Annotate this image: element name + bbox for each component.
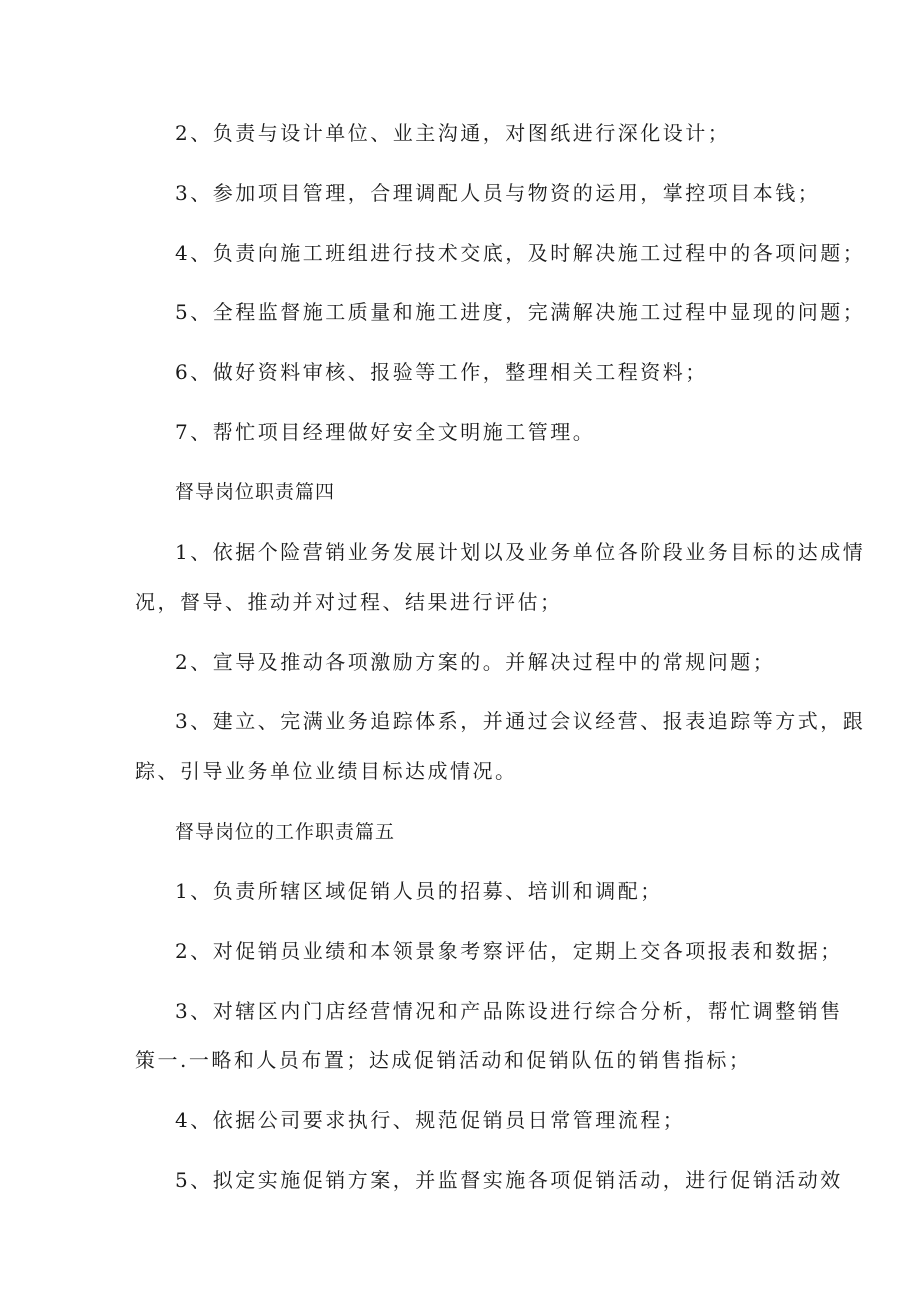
list-item: 1、负责所辖区域促销人员的招募、培训和调配； [175, 879, 663, 903]
section-heading: 督导岗位职责篇四 [175, 481, 336, 503]
list-item: 7、帮忙项目经理做好安全文明施工管理。 [175, 420, 596, 444]
list-item: 2、负责与设计单位、业主沟通，对图纸进行深化设计； [175, 121, 731, 145]
list-item-line: 5、拟定实施促销方案，并监督实施各项促销活动，进行促销活动效 [175, 1168, 843, 1192]
section-heading: 督导岗位的工作职责篇五 [175, 821, 396, 843]
list-item: 4、负责向施工班组进行技术交底，及时解决施工过程中的各项问题； [175, 241, 866, 265]
list-item: 5、全程监督施工质量和施工进度，完满解决施工过程中显现的问题； [175, 300, 866, 324]
list-item-line: 3、建立、完满业务追踪体系，并通过会议经营、报表追踪等方式，跟 [175, 709, 866, 733]
list-item-line: 3、对辖区内门店经营情况和产品陈设进行综合分析，帮忙调整销售 [175, 999, 843, 1023]
list-item-line: 踪、引导业务单位业绩目标达成情况。 [135, 759, 518, 783]
list-item: 3、参加项目管理，合理调配人员与物资的运用，掌控项目本钱； [175, 181, 821, 205]
list-item-line: 策一.一略和人员布置；达成促销活动和促销队伍的销售指标； [135, 1048, 752, 1072]
list-item-line: 况，督导、推动并对过程、结果进行评估； [135, 590, 563, 614]
list-item: 2、宣导及推动各项激励方案的。并解决过程中的常规问题； [175, 650, 776, 674]
list-item: 6、做好资料审核、报验等工作，整理相关工程资料； [175, 360, 708, 384]
list-item: 4、依据公司要求执行、规范促销员日常管理流程； [175, 1108, 686, 1132]
list-item: 2、对促销员业绩和本领景象考察评估，定期上交各项报表和数据； [175, 939, 843, 963]
list-item-line: 1、依据个险营销业务发展计划以及业务单位各阶段业务目标的达成情 [175, 540, 866, 564]
